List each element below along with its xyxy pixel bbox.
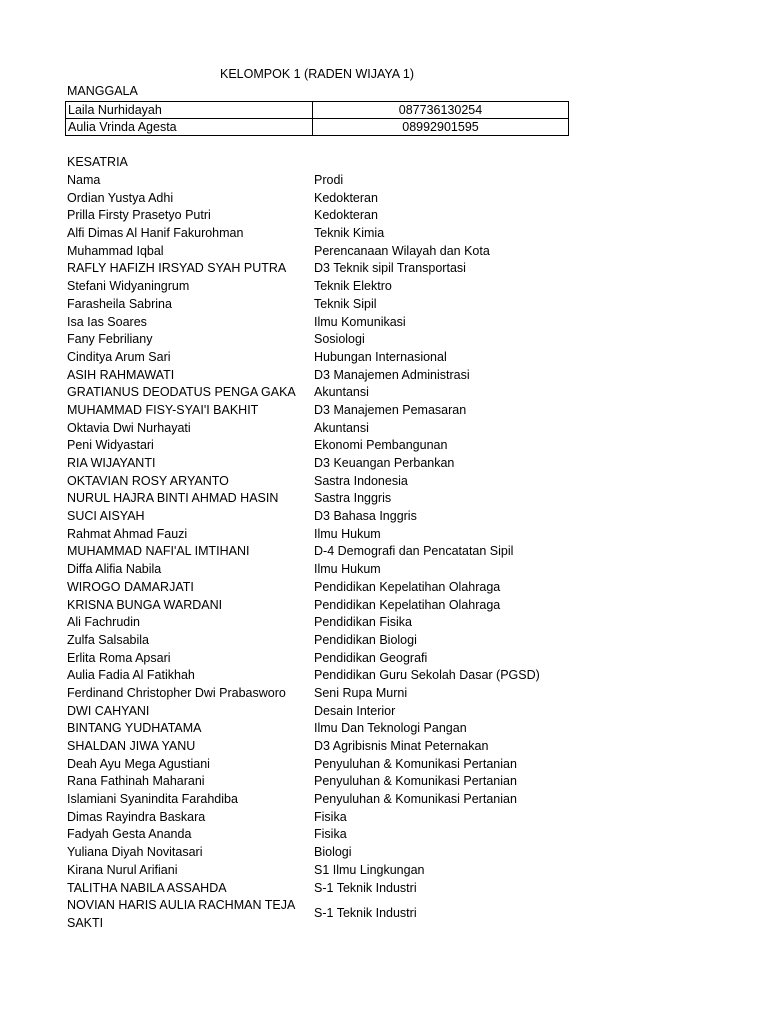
member-name: Cinditya Arum Sari xyxy=(67,349,171,364)
list-item xyxy=(67,331,707,349)
member-name: WIROGO DAMARJATI xyxy=(67,579,194,594)
member-prodi: Ilmu Dan Teknologi Pangan xyxy=(314,721,467,736)
member-name: MUHAMMAD NAFI'AL IMTIHANI xyxy=(67,544,250,559)
member-name: DWI CAHYANI xyxy=(67,703,150,718)
member-prodi: Ilmu Hukum xyxy=(314,526,381,541)
list-item xyxy=(67,756,707,774)
list-item xyxy=(67,614,707,632)
member-name: Aulia Fadia Al Fatikhah xyxy=(67,668,195,683)
list-item xyxy=(67,278,707,296)
member-prodi: Kedokteran xyxy=(314,208,378,223)
member-name: Islamiani Syanindita Farahdiba xyxy=(67,792,238,807)
list-item xyxy=(67,473,707,491)
member-prodi: S-1 Teknik Industri xyxy=(314,906,417,921)
list-item xyxy=(67,490,707,508)
list-item xyxy=(67,597,707,615)
member-prodi: Desain Interior xyxy=(314,703,396,718)
member-name: Isa Ias Soares xyxy=(67,314,147,329)
list-item xyxy=(67,402,707,420)
member-name: Kirana Nurul Arifiani xyxy=(67,862,178,877)
list-item xyxy=(67,296,707,314)
member-prodi: Pendidikan Kepelatihan Olahraga xyxy=(314,597,501,612)
member-prodi: Teknik Kimia xyxy=(314,226,385,241)
member-prodi: Akuntansi xyxy=(314,385,369,400)
member-name: RIA WIJAYANTI xyxy=(67,456,156,470)
member-prodi: Hubungan Internasional xyxy=(314,349,447,364)
manggala-table xyxy=(65,101,569,136)
list-item xyxy=(67,791,707,809)
member-prodi: D3 Manajemen Administrasi xyxy=(314,367,470,382)
list-item xyxy=(67,543,707,561)
list-item xyxy=(67,367,707,385)
member-prodi: Penyuluhan & Komunikasi Pertanian xyxy=(314,792,517,807)
member-prodi: Pendidikan Guru Sekolah Dasar (PGSD) xyxy=(314,668,540,683)
member-name: Stefani Widyaningrum xyxy=(67,279,190,294)
list-item xyxy=(67,667,707,685)
member-prodi: Biologi xyxy=(314,845,352,860)
member-name: Prilla Firsty Prasetyo Putri xyxy=(67,208,211,223)
table-row xyxy=(66,119,569,136)
list-item xyxy=(67,809,707,827)
member-prodi: Ilmu Komunikasi xyxy=(314,314,406,329)
member-prodi: Pendidikan Geografi xyxy=(314,650,428,665)
list-item xyxy=(67,632,707,650)
member-prodi: Ilmu Hukum xyxy=(314,562,381,577)
name-column-header: Nama xyxy=(67,173,101,187)
member-prodi: Penyuluhan & Komunikasi Pertanian xyxy=(314,756,517,771)
list-item xyxy=(67,703,707,721)
member-name: GRATIANUS DEODATUS PENGA GAKA xyxy=(67,385,296,400)
member-name: TALITHA NABILA ASSAHDA xyxy=(67,880,227,895)
member-name: Farasheila Sabrina xyxy=(67,296,172,311)
member-name: NURUL HAJRA BINTI AHMAD HASIN xyxy=(67,491,279,506)
member-name: KRISNA BUNGA WARDANI xyxy=(67,597,223,612)
list-item xyxy=(67,826,707,844)
member-prodi: D3 Teknik sipil Transportasi xyxy=(314,261,466,276)
member-prodi: Pendidikan Kepelatihan Olahraga xyxy=(314,579,501,594)
list-item xyxy=(67,420,707,438)
list-item xyxy=(67,314,707,332)
list-item xyxy=(67,720,707,738)
member-prodi: Sastra Inggris xyxy=(314,491,392,506)
list-item xyxy=(67,384,707,402)
list-item xyxy=(67,243,707,261)
member-name: Fany Febriliany xyxy=(67,332,153,347)
list-item xyxy=(67,437,707,455)
manggala-label: MANGGALA xyxy=(67,84,138,98)
member-name: Zulfa Salsabila xyxy=(67,632,149,647)
member-name: MUHAMMAD FISY-SYAI'I BAKHIT xyxy=(67,402,259,417)
member-prodi: D3 Keuangan Perbankan xyxy=(314,456,455,470)
prodi-column-header: Prodi xyxy=(314,173,344,187)
member-prodi: D3 Manajemen Pemasaran xyxy=(314,402,467,417)
list-item xyxy=(67,862,707,880)
member-prodi: Fisika xyxy=(314,827,347,842)
list-item xyxy=(67,349,707,367)
member-prodi: D-4 Demografi dan Pencatatan Sipil xyxy=(314,544,514,559)
list-item xyxy=(67,508,707,526)
member-name: Ferdinand Christopher Dwi Prabasworo xyxy=(67,685,286,700)
manggala-phone: 08992901595 xyxy=(313,119,569,136)
member-name: Diffa Alifia Nabila xyxy=(67,562,162,577)
table-row xyxy=(66,102,569,119)
member-name: Fadyah Gesta Ananda xyxy=(67,827,192,842)
member-list-header xyxy=(67,172,707,190)
member-name: Ordian Yustya Adhi xyxy=(67,190,174,205)
member-name: SHALDAN JIWA YANU xyxy=(67,739,196,753)
list-item xyxy=(67,207,707,225)
list-item xyxy=(67,455,707,473)
list-item xyxy=(67,738,707,756)
list-item xyxy=(67,260,707,278)
member-name: Alfi Dimas Al Hanif Fakurohman xyxy=(67,226,244,241)
member-prodi: Pendidikan Fisika xyxy=(314,615,412,630)
member-name: Rahmat Ahmad Fauzi xyxy=(67,526,188,541)
kesatria-label: KESATRIA xyxy=(67,155,128,169)
list-item xyxy=(67,897,707,931)
member-prodi: Pendidikan Biologi xyxy=(314,632,417,647)
list-item xyxy=(67,773,707,791)
member-prodi: Kedokteran xyxy=(314,190,378,205)
member-name: Ali Fachrudin xyxy=(67,615,140,630)
manggala-phone: 087736130254 xyxy=(313,102,569,119)
list-item xyxy=(67,579,707,597)
member-prodi: S-1 Teknik Industri xyxy=(314,880,417,895)
list-item xyxy=(67,650,707,668)
list-item xyxy=(67,880,707,898)
member-name: Erlita Roma Apsari xyxy=(67,650,171,665)
member-name: BINTANG YUDHATAMA xyxy=(67,721,202,736)
member-prodi: D3 Agribisnis Minat Peternakan xyxy=(314,739,489,753)
page-title: KELOMPOK 1 (RADEN WIJAYA 1) xyxy=(220,67,415,81)
member-list xyxy=(67,172,707,931)
member-prodi: Seni Rupa Murni xyxy=(314,685,408,700)
member-name: OKTAVIAN ROSY ARYANTO xyxy=(67,473,229,488)
member-prodi: D3 Bahasa Inggris xyxy=(314,509,417,524)
member-prodi: Fisika xyxy=(314,809,347,824)
member-name: RAFLY HAFIZH IRSYAD SYAH PUTRA xyxy=(67,261,287,276)
list-item xyxy=(67,225,707,243)
member-name: Rana Fathinah Maharani xyxy=(67,774,205,789)
manggala-name: Aulia Vrinda Agesta xyxy=(66,119,313,136)
member-name: SUCI AISYAH xyxy=(67,509,145,524)
member-name: Deah Ayu Mega Agustiani xyxy=(67,756,210,771)
manggala-name: Laila Nurhidayah xyxy=(66,102,313,119)
member-prodi: Akuntansi xyxy=(314,420,369,435)
member-prodi: Penyuluhan & Komunikasi Pertanian xyxy=(314,774,517,789)
member-name: Oktavia Dwi Nurhayati xyxy=(67,420,191,435)
member-prodi: Teknik Elektro xyxy=(314,279,392,294)
list-item xyxy=(67,561,707,579)
member-prodi: S1 Ilmu Lingkungan xyxy=(314,862,425,877)
list-item xyxy=(67,685,707,703)
member-name: Dimas Rayindra Baskara xyxy=(67,809,206,824)
member-name: Muhammad Iqbal xyxy=(67,243,164,258)
member-name: Peni Widyastari xyxy=(67,438,154,453)
list-item xyxy=(67,190,707,208)
member-name: Yuliana Diyah Novitasari xyxy=(67,845,203,860)
member-prodi: Perencanaan Wilayah dan Kota xyxy=(314,243,490,258)
member-name: ASIH RAHMAWATI xyxy=(67,367,175,382)
member-prodi: Sastra Indonesia xyxy=(314,473,408,488)
member-prodi: Ekonomi Pembangunan xyxy=(314,438,448,453)
member-prodi: Teknik Sipil xyxy=(314,296,377,311)
member-name: NOVIAN HARIS AULIA RACHMAN TEJA SAKTI xyxy=(67,898,295,930)
member-prodi: Sosiologi xyxy=(314,332,365,347)
list-item xyxy=(67,844,707,862)
list-item xyxy=(67,526,707,544)
